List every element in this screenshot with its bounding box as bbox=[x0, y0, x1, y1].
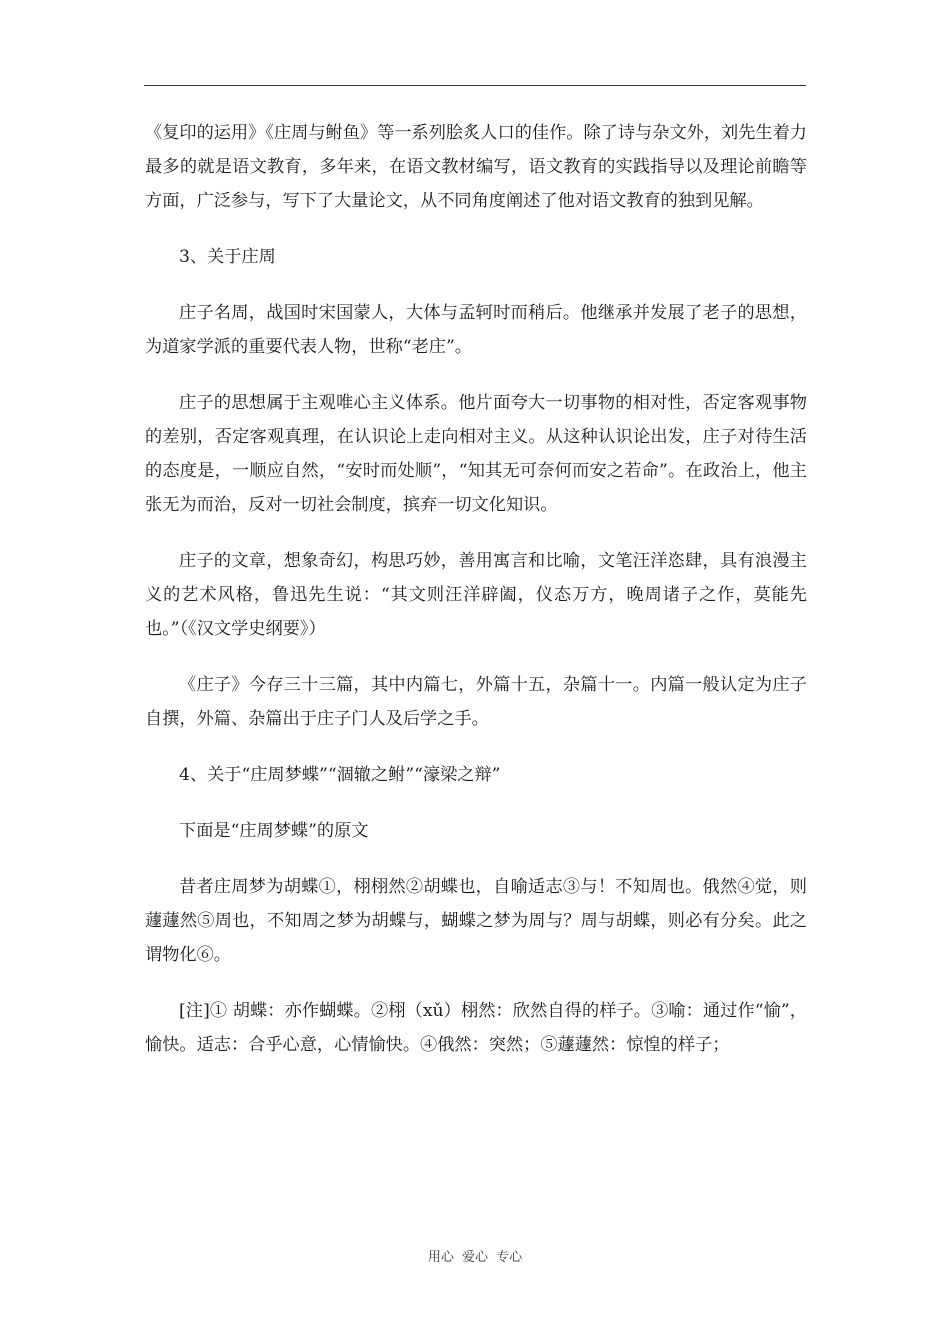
document-body bbox=[145, 116, 807, 1062]
paragraph-zhuangzi-book: 《庄子》今存三十三篇，其中内篇七，外篇十五，杂篇十一。内篇一般认定为庄子自撰，外篇、杂篇出于庄子门人及后学之手。 bbox=[145, 675, 807, 729]
paragraph-annotations: [注]① 胡蝶：亦作蝴蝶。②栩（xǔ）栩然：欣然自得的样子。③喻：通过作“愉”，愉快。适志：合乎心意，心情愉快。④俄然：突然；⑤蘧蘧然：惊惶的样子； bbox=[145, 1001, 807, 1055]
paragraph-original-text-intro: 下面是“庄周梦蝶”的原文 bbox=[179, 821, 369, 841]
section-heading-zhuangzhou: 3、关于庄周 bbox=[179, 247, 276, 267]
section-heading-stories: 4、关于“庄周梦蝶”“涸辙之鲋”“濠梁之辩” bbox=[179, 765, 501, 785]
paragraph-zhuangzi-thought: 庄子的思想属于主观唯心主义体系。他片面夸大一切事物的相对性，否定客观事物的差别，否定客观真理，在认识论上走向相对主义。从这种认识论出发，庄子对待生活的态度是，一顺应自然，“安时而处顺”，“知其无可奈何而安之若命”。在政治上，他主张无为而治，反对一切社会制度，摈弃一切文化知识。 bbox=[145, 393, 807, 515]
page-footer: 用心 爱心 专心 bbox=[427, 1250, 523, 1265]
paragraph-zhuangzi-bio: 庄子名周，战国时宋国蒙人，大体与孟轲时而稍后。他继承并发展了老子的思想，为道家学派的重要代表人物，世称“老庄”。 bbox=[145, 303, 807, 357]
paragraph-intro-continued: 《复印的运用》《庄周与鲋鱼》等一系列脍炙人口的佳作。除了诗与杂文外，刘先生着力最多的就是语文教育，多年来，在语文教材编写，语文教育的实践指导以及理论前瞻等方面，广泛参与，写下了大量论文，从不同角度阐述了他对语文教育的独到见解。 bbox=[145, 123, 807, 211]
header-rule bbox=[144, 85, 806, 86]
paragraph-butterfly-dream-text: 昔者庄周梦为胡蝶①，栩栩然②胡蝶也，自喻适志③与！不知周也。俄然④觉，则蘧蘧然⑤周也，不知周之梦为胡蝶与，蝴蝶之梦为周与？周与胡蝶，则必有分矣。此之谓物化⑥。 bbox=[145, 877, 807, 965]
paragraph-zhuangzi-style: 庄子的文章，想象奇幻，构思巧妙，善用寓言和比喻，文笔汪洋恣肆，具有浪漫主义的艺术风格，鲁迅先生说：“其文则汪洋辟阖，仪态万方，晚周诸子之作，莫能先也。”（《汉文学史纲要》） bbox=[145, 551, 807, 639]
